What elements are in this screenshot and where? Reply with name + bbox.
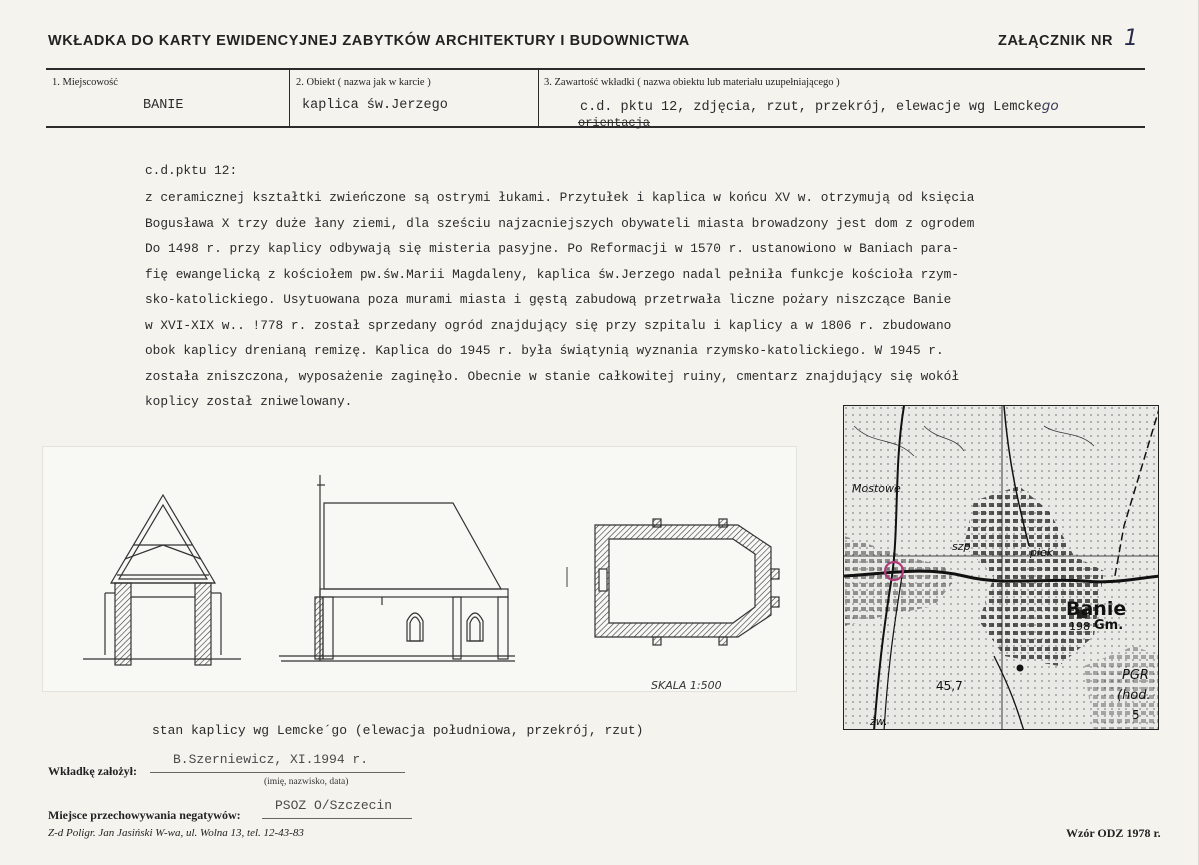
object-value: kaplica św.Jerzego: [302, 98, 448, 113]
cross-section-drawing: [83, 495, 241, 665]
body-line: w XVI-XIX w.. !778 r. został sprzedany ogród znajdujący się przy szpitalu i kaplicy a w 1806 r. zbudowano: [145, 317, 952, 333]
map-label-five: 5: [1132, 708, 1140, 722]
annex-number: 1: [1124, 26, 1138, 51]
map-label-mostowe: Mostowe: [852, 482, 901, 495]
negatives-location-rule: [262, 818, 412, 819]
map-label-banie: Banie: [1066, 598, 1127, 620]
field-divider-1: [289, 68, 290, 126]
location-map: [843, 405, 1159, 730]
locality-value: BANIE: [143, 98, 184, 113]
field-divider-2: [538, 68, 539, 126]
scale-label: SKALA 1:500: [651, 679, 722, 692]
body-line: została zniszczona, wyposażenie zaginęło. Obecnie w stanie całkowitej ruiny, cmentarz znajdujący się wokół: [145, 368, 960, 384]
founded-by-hint: (imię, nazwisko, data): [264, 777, 349, 787]
map-label-szp: szp: [952, 540, 971, 553]
object-label: 2. Obiekt ( nazwa jak w karcie ): [296, 77, 431, 88]
map-label-hod: (hod.: [1117, 688, 1151, 703]
header-rule-top: [46, 68, 1145, 70]
map-label-piek: piek: [1030, 546, 1054, 559]
map-label-zw: żw.: [870, 715, 888, 728]
floor-plan-drawing: [595, 519, 779, 645]
body-line: koplicy został zniwelowany.: [145, 394, 353, 409]
body-line: sko-katolickiego. Usytuowana poza murami miasta i gęstą zabudową przetrwała liczne pożary niszczące Banie: [145, 292, 952, 307]
map-svg: [844, 406, 1159, 730]
locality-label: 1. Miejscowość: [52, 77, 118, 88]
founded-by-rule: [150, 772, 405, 773]
body-line: Bogusława X trzy duże łany ziemi, dla sześciu najzacniejszych obywateli miasta browadzony jest dom z ogrodem: [145, 215, 975, 231]
contents-struck-text: orientacja: [578, 116, 651, 130]
contents-hand-suffix: go: [1041, 98, 1059, 114]
map-label-pgr: PGR: [1122, 668, 1149, 683]
drawings-caption: stan kaplicy wg Lemcke´go (elewacja południowa, przekrój, rzut): [152, 723, 644, 738]
contents-label: 3. Zawartość wkładki ( nazwa obiektu lub materiału uzupełniającego ): [544, 77, 840, 88]
form-number: Wzór ODZ 1978 r.: [1066, 826, 1161, 840]
printer-imprint: Z-d Poligr. Jan Jasiński W-wa, ul. Wolna 13, tel. 12-43-83: [48, 827, 304, 839]
contents-value: c.d. pktu 12, zdjęcia, rzut, przekrój, elewacje wg Lemcke: [580, 100, 1042, 115]
card-title: WKŁADKA DO KARTY EWIDENCYJNEJ ZABYTKÓW ARCHITEKTURY I BUDOWNICTWA: [48, 33, 690, 49]
architectural-drawings: [42, 446, 797, 692]
south-elevation-drawing: [279, 475, 515, 661]
map-label-elevation-45: 45,7: [936, 679, 963, 693]
annex-label: ZAŁĄCZNIK NR: [998, 33, 1114, 49]
body-line: Do 1498 r. przy kaplicy odbywają się misteria pasyjne. Po Reformacji w 1570 r. ustanowiono w Baniach para-: [145, 241, 960, 256]
map-label-gm: Gm.: [1094, 618, 1124, 633]
negatives-location-label: Miejsce przechowywania negatywów:: [48, 808, 241, 822]
body-line: z ceramicznej kształtki zwieńczone są ostrymi łukami. Przytułek i kaplica w końcu XV w. otrzymują od księcia: [145, 190, 975, 205]
body-line: fię ewangelicką z kościołem pw.św.Marii Magdaleny, kaplica św.Jerzego nadal pełniła funkcje kościoła rzym-: [145, 266, 960, 282]
body-heading: c.d.pktu 12:: [145, 163, 238, 178]
drawings-svg: [43, 447, 798, 693]
contents-value-line: [580, 98, 1059, 115]
map-label-elevation-198: 198: [1069, 620, 1090, 633]
body-line: obok kaplicy drenianą remizę. Kaplica do 1945 r. była świątynią wyznania rzymsko-katolickiego. W 1945 r.: [145, 343, 944, 358]
body-text: [145, 185, 1075, 415]
founded-by-label: Wkładkę założył:: [48, 764, 137, 778]
negatives-location-value: PSOZ O/Szczecin: [275, 798, 393, 813]
founded-by-value: B.Szerniewicz, XI.1994 r.: [173, 752, 369, 767]
